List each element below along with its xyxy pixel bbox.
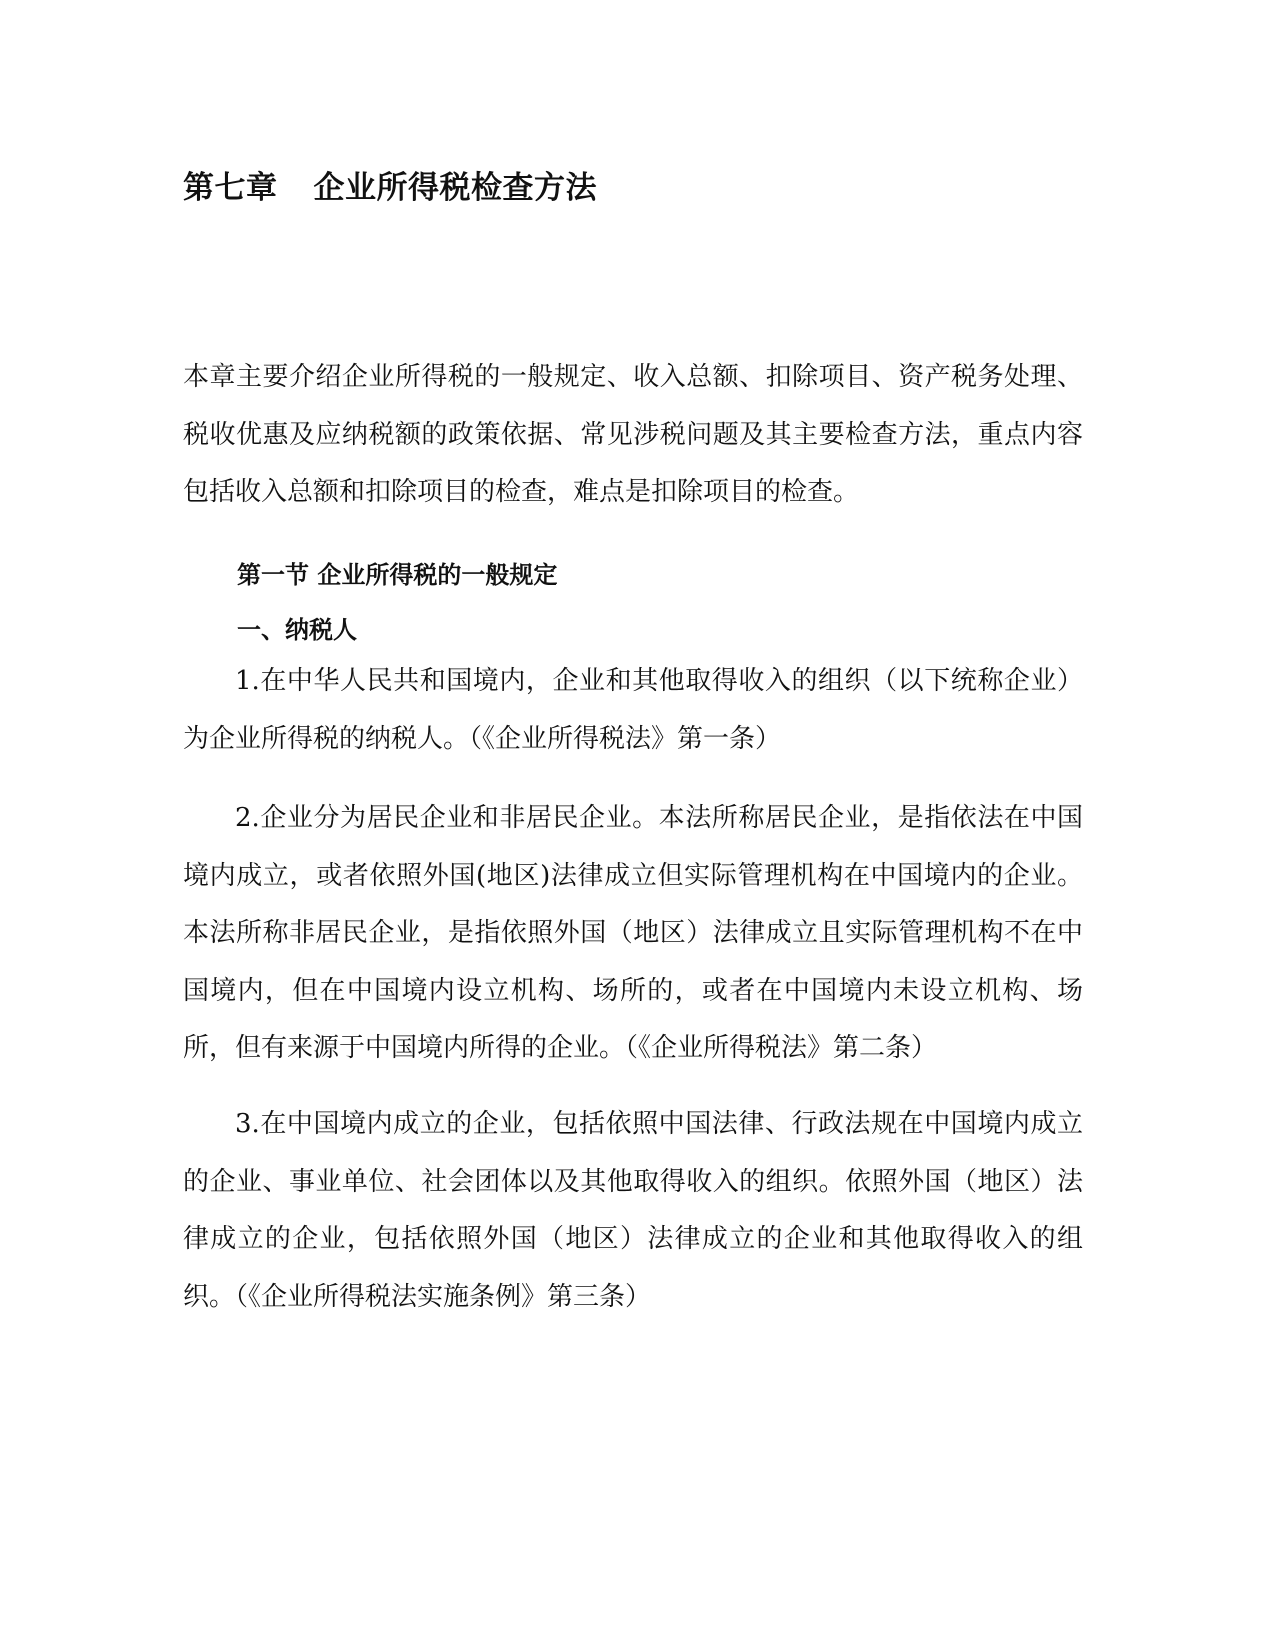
chapter-name: 企业所得税检查方法 xyxy=(313,170,597,206)
paragraph-2: 2.企业分为居民企业和非居民企业。本法所称居民企业，是指依法在中国境内成立，或者依照外国(地区)法律成立但实际管理机构在中国境内的企业。本法所称非居民企业，是指依照外国（地区）法律成立且实际管理机构不在中国境内，但在中国境内设立机构、场所的，或者在中国境内未设立机构、场所，但有来源于中国境内所得的企业。（《企业所得税法》第二条） xyxy=(183,803,1083,1063)
intro-paragraph: 本章主要介绍企业所得税的一般规定、收入总额、扣除项目、资产税务处理、税收优惠及应纳税额的政策依据、常见涉税问题及其主要检查方法，重点内容包括收入总额和扣除项目的检查，难点是扣除项目的检查。 xyxy=(183,362,1083,507)
paragraph-1: 1.在中华人民共和国境内，企业和其他取得收入的组织（以下统称企业）为企业所得税的纳税人。（《企业所得税法》第一条） xyxy=(183,666,1083,754)
paragraph-3: 3.在中国境内成立的企业，包括依照中国法律、行政法规在中国境内成立的企业、事业单位、社会团体以及其他取得收入的组织。依照外国（地区）法律成立的企业，包括依照外国（地区）法律成立的企业和其他取得收入的组织。（《企业所得税法实施条例》第三条） xyxy=(183,1109,1083,1312)
subsection-heading: 一、纳税人 xyxy=(237,616,357,644)
section-heading: 第一节 企业所得税的一般规定 xyxy=(237,561,558,589)
chapter-title xyxy=(183,162,597,207)
chapter-number: 第七章 xyxy=(183,170,278,206)
